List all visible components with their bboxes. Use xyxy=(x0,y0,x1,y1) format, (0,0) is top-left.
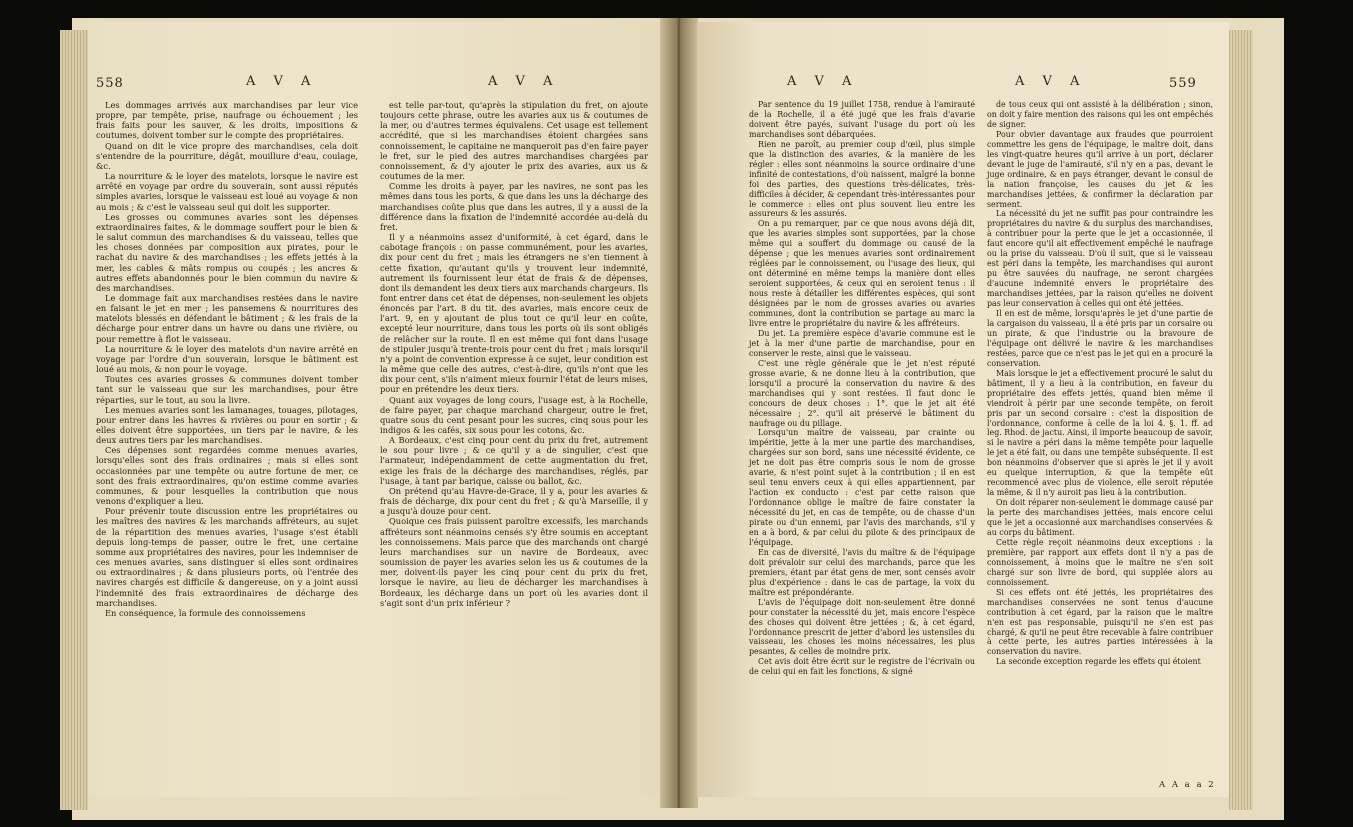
paragraph: La nourriture & le loyer des matelots d'un navire arrêté en voyage par l'ordre d'un souverain, lorsque le bâtiment est loué au mois, & non pour le voyage. xyxy=(96,343,358,375)
left-page-edges xyxy=(60,30,88,810)
paragraph: Toutes ces avaries grosses & communes doivent tomber tant sur le vaisseau que sur les marchandises, pour être réparties, sur le tout, au sou la livre. xyxy=(96,374,358,405)
paragraph: A Bordeaux, c'est cinq pour cent du prix du fret, autrement le sou pour livre ; & ce qu'il y a de singulier, c'est que l'armateur, indépendamment de cette augmentation du fret, exige les frais de la décharge des marchandises, réglés, par l'usage, à tant par barique, caisse ou ballot, &c. xyxy=(380,435,648,486)
page-number: 558 xyxy=(96,76,124,91)
text-column-2 xyxy=(987,100,1213,667)
paragraph: Lorsqu'un maître de vaisseau, par crainte ou impéritie, jette à la mer une partie des marchandises, chargées sur son bord, sans une nécessité évidente, ce jet ne doit pas être compris sous le nom de grosse avarie, & n'est point sujet à la contribution ; il en est seul tenu envers ceux à qui elles appartiennent, par l'action ex conducto : c'est par cette raison que l'ordonnance oblige le maître de faire constater la nécessité du jet, en cas de tempête, ou de chasse d'un pirate ou d'un ennemi, par l'avis des marchands, s'il y en a à bord, & par celui du pilote & des principaux de l'équipage. xyxy=(749,428,975,547)
paragraph: L'avis de l'équipage doit non-seulement être donné pour constater la nécessité du jet, mais encore l'espèce des choses qui doivent être jettées ; &, à cet égard, l'ordonnance prescrit de jetter d'abord les ustensiles du vaisseau, les choses les moins nécessaires, les plus pesantes, & celles de moindre prix. xyxy=(749,597,975,657)
paragraph: Pour prévenir toute discussion entre les propriétaires ou les maîtres des navires & les marchands affréteurs, au sujet de la répartition des menues avaries, l'usage s'est établi depuis long-temps de passer, outre le fret, une certaine somme aux propriétaires des navires, pour les indemniser de ces menues avaries, sans distinguer si elles sont ordinaires ou extraordinaires ; & dans plusieurs ports, où l'entrée des navires chargés est difficile & dangereuse, on y a joint aussi l'indemnité des frais extraordinaires de décharge des marchandises. xyxy=(96,506,358,608)
paragraph: Rien ne paroît, au premier coup d'œil, plus simple que la distinction des avaries, & la manière de les régler : elles sont néanmoins la source ordinaire d'une infinité de contestations, d'où naissent, malgré la bonne foi des parties, des questions très-délicates, très-difficiles à décider, & cependant très-intéressantes pour le commerce : elles ont plus souvent lieu entre les assureurs & les assurés. xyxy=(749,139,975,219)
running-head: A V A xyxy=(488,74,560,89)
paragraph: Le dommage fait aux marchandises restées dans le navire en faisant le jet en mer ; les pansemens & nourritures des matelots blessés en défendant le bâtiment ; & les frais de la décharge pour entrer dans un havre ou dans une rivière, ou pour remettre à flot le vaisseau. xyxy=(96,292,358,344)
running-head: A V A xyxy=(787,74,859,89)
running-head: A V A xyxy=(1015,74,1087,89)
paragraph: Les grosses ou communes avaries sont les dépenses extraordinaires faites, & le dommage souffert pour le bien & le salut commun des marchandises & du vaisseau, telles que les choses données par composition aux pirates, pour le rachat du navire & des marchandises ; les effets jettés à la mer, les cables & mâts rompus ou coupés ; les ancres & autres effets abandonnés pour le bien commun du navire & des marchandises. xyxy=(96,211,358,293)
paragraph: Du jet. La première espèce d'avarie commune est le jet à la mer d'une partie de marchandise, pour en conserver le reste, ainsi que le vaisseau. xyxy=(749,328,975,358)
paragraph: En conséquence, la formule des connoissemens xyxy=(105,607,306,618)
signature-mark: A A a a 2 xyxy=(1159,780,1216,790)
paragraph: Cette règle reçoit néanmoins deux exceptions : la première, par rapport aux effets dont il n'y a pas de connoissement, à moins que le maître ne s'en soit chargé sur son livre de bord, qui supplée alors au connoissement. xyxy=(987,537,1213,587)
paragraph: Les dommages arrivés aux marchandises par leur vice propre, par tempête, prise, naufrage ou échouement ; les frais faits pour les sauver, & les droits, impositions & coutumes, doivent tomber sur le compte des propriétaires. xyxy=(96,100,358,141)
paragraph: C'est une règle générale que le jet n'est réputé grosse avarie, & ne donne lieu à la contribution, que lorsqu'il a procuré la conservation du navire & des marchandises qui y sont restées. Il faut donc le concours de deux choses : 1°. que le jet ait été nécessaire ; 2°. qu'il ait préservé le bâtiment du naufrage ou du pillage. xyxy=(749,358,975,428)
paragraph: On doit réparer non-seulement le dommage causé par la perte des marchandises jettées, mais encore celui que le jet a occasionné aux marchandises conservées & au corps du bâtiment. xyxy=(987,498,1213,537)
paragraph: On a pu remarquer, par ce que nous avons déjà dit, que les avaries simples sont supportées, par la chose même qui a souffert du dommage ou causé de la dépense ; que les menues avaries sont ordinairement réglées par le connoissement, ou l'usage des lieux, qui ont déterminé en même temps la manière dont elles seroient supportées, & ceux qui en seroient tenus : il nous reste à détailler les différentes espèces, qui sont désignées par le nom de grosses avaries ou avaries communes, dont la contribution se partage au marc la livre entre le propriétaire du navire & les affréteurs. xyxy=(749,219,975,328)
paragraph: Quoique ces frais puissent paroître excessifs, les marchands affréteurs sont néanmoins censés s'y être soumis en acceptant les connoissemens. Mais parce que des marchands ont chargé leurs marchandises sur un navire de Bordeaux, avec soumission de payer les avaries selon les us & coutumes de la mer, doivent-ils payer les cinq pour cent du prix du fret, lorsque le navire, au lieu de décharger les marchandises à Bordeaux, les décharge dans un port où les avaries dont il s'agit sont d'un prix inférieur ? xyxy=(380,516,648,608)
paragraph: Par sentence du 19 juillet 1758, rendue à l'amirauté de la Rochelle, il a été jugé que les frais d'avarie doivent être payés, suivant l'usage du port où les marchandises sont débarquées. xyxy=(749,100,975,139)
paragraph: Il en est de même, lorsqu'après le jet d'une partie de la cargaison du vaisseau, il a été pris par un corsaire ou un pirate, & que l'industrie ou la bravoure de l'équipage ont délivré le navire & les marchandises restées, parce que ce n'est pas le jet qui en a procuré la conservation. xyxy=(987,309,1213,368)
paragraph: En cas de diversité, l'avis du maître & de l'équipage doit prévaloir sur celui des marchands, parce que les premiers, étant par état gens de mer, sont censés avoir plus d'expérience : dans le cas de partage, la voix du maître est prépondérante. xyxy=(749,547,975,597)
paragraph: Mais lorsque le jet a effectivement procuré le salut du bâtiment, il y a lieu à la contribution, en faveur du propriétaire des effets jettés, quand bien même il viendroit à périr par une seconde tempête, on feroit pris par un second corsaire : c'est la disposition de l'ordonnance, conforme à celle de la loi 4. §. 1. ff. ad leg. Rhod. de jactu. Ainsi, il importe beaucoup de savoir, si le navire a péri dans la même tempête pour laquelle le jet a été fait, ou dans une tempête subséquente. Il est bon néanmoins d'observer que si après le jet il y avoit eu quelque interruption, & que la tempête eût recommencé avec plus de violence, elle seroit réputée la même, & il n'y auroit pas lieu à la contribution. xyxy=(987,368,1213,498)
page-number: 559 xyxy=(1169,76,1197,91)
left-page xyxy=(88,22,660,797)
paragraph: Cet avis doit être écrit sur le registre de l'écrivain ou de celui qui en fait les fonctions, & signé xyxy=(749,657,975,677)
paragraph: Pour obvier davantage aux fraudes que pourroient commettre les gens de l'équipage, le maître doit, dans les vingt-quatre heures qu'il arrive à un port, déclarer devant le juge de l'amirauté, s'il n'y en a pas, devant le juge ordinaire, & en pays étranger, devant le consul de la nation françoise, les causes du jet & les marchandises jettées, & confirmer la déclaration par serment. xyxy=(987,129,1213,209)
paragraph: La nourriture & le loyer des matelots, lorsque le navire est arrêté en voyage par ordre du souverain, sont aussi réputés simples avaries, lorsque le vaisseau est loué au voyage & non au mois ; & c'est le vaisseau seul qui doit les supporter. xyxy=(96,171,358,212)
running-head: A V A xyxy=(246,74,318,89)
text-column-1 xyxy=(749,100,975,677)
right-page xyxy=(697,22,1229,797)
paragraph: Quant aux voyages de long cours, l'usage est, à la Rochelle, de faire payer, par chaque marchand chargeur, outre le fret, quatre sous du cent pesant pour les sucres, cinq sous pour les indigos & les cafés, six sous pour les cotons, &c. xyxy=(380,394,648,435)
paragraph: de tous ceux qui ont assisté à la délibération ; sinon, on doit y faire mention des raisons qui les ont empêchés de signer. xyxy=(987,100,1213,129)
paragraph: Comme les droits à payer, par les navires, ne sont pas les mêmes dans tous les ports, & que dans les uns la décharge des marchandises coûte plus que dans les autres, il y a aussi de la différence dans la fixation de l'indemnité accordée au-delà du fret. xyxy=(380,181,648,232)
paragraph: Quand on dit le vice propre des marchandises, cela doit s'entendre de la pourriture, dégât, mouillure d'eau, coulage, &c. xyxy=(96,140,358,171)
paragraph: On prétend qu'au Havre-de-Grace, il y a, pour les avaries & frais de décharge, dix pour cent du fret ; & qu'à Marseille, il y a jusqu'à douze pour cent. xyxy=(380,485,648,517)
right-page-edges xyxy=(1229,30,1253,810)
paragraph: est telle par-tout, qu'après la stipulation du fret, on ajoute toujours cette phrase, outre les avaries aux us & coutumes de la mer, ou d'autres termes équivalens. Cet usage est tellement accrédité, que si les marchandises étoient chargées sans connoissement, le capitaine ne manqueroit pas d'en faire payer le fret, sur le pied des autres marchandises chargées par connoissement, & d'y ajouter le prix des avaries, aux us & coutumes de la mer. xyxy=(380,100,648,182)
text-column-1 xyxy=(96,100,358,618)
paragraph: La nécessité du jet ne suffit pas pour contraindre les propriétaires du navire & du surplus des marchandises, à contribuer pour la perte que le jet a occasionnée, il faut encore qu'il ait effectivement empêché le naufrage ou la prise du vaisseau. D'où il suit, que si le vaisseau est péri dans la tempête, les marchandises qui auront pu être sauvées du naufrage, ne seront chargées d'aucune indemnité envers le propriétaire des marchandises jettées, par la raison qu'elles ne doivent pas leur conservation à celles qui ont été jettées. xyxy=(987,209,1213,309)
book-gutter xyxy=(660,18,698,808)
paragraph: Les menues avaries sont les lamanages, touages, pilotages, pour entrer dans les havres & rivières ou pour en sortir ; & elles doivent être supportées, un tiers par le navire, & les deux autres tiers par les marchandises. xyxy=(96,404,358,446)
paragraph: Ces dépenses sont regardées comme menues avaries, lorsqu'elles sont des frais ordinaires ; mais si elles sont occasionnées par une tempête ou autre fortune de mer, ce sont des frais extraordinaires, qu'on estime comme avaries communes, & pour lesquelles la contribution que nous venons d'expliquer a lieu. xyxy=(96,445,358,507)
paragraph: Il y a néanmoins assez d'uniformité, à cet égard, dans le cabotage françois : on passe communément, pour les avaries, dix pour cent du fret ; mais les étrangers ne s'en tiennent à cette fixation, qu'autant qu'ils y trouvent leur indemnité, autrement ils fournissent leur état de frais & de dépenses, dont ils demandent les deux tiers aux marchands chargeurs. Ils font entrer dans cet état de dépenses, non-seulement les objets énoncés par l'art. 8 du tit. des avaries, mais encore ceux de l'art. 9, en y ajoutant de plus tout ce qu'il leur en coûte, excepté leur nourriture, dans tous les ports où ils sont obligés de relâcher sur la route. Il en est même qui font dans l'usage de stipuler jusqu'à trente-trois pour cent du fret ; mais lorsqu'il n'y a point de convention expresse à ce sujet, leur condition est la même que celle des autres, c'est-à-dire, qu'ils n'ont que les dix pour cent, s'ils n'aiment mieux fournir l'état de leurs mises, pour en prétendre les deux tiers. xyxy=(380,232,648,395)
text-column-2 xyxy=(380,100,648,608)
paragraph: Si ces effets ont été jettés, les propriétaires des marchandises conservées ne sont tenus d'aucune contribution à cet égard, par la raison que le maître n'en est pas responsable, puisqu'il ne s'en est pas chargé, & qu'il ne peut être recevable à faire contribuer à cette perte, les autres parties intéressées à la conservation du navire. xyxy=(987,587,1213,657)
paragraph: La seconde exception regarde les effets qui étoient xyxy=(996,657,1201,667)
